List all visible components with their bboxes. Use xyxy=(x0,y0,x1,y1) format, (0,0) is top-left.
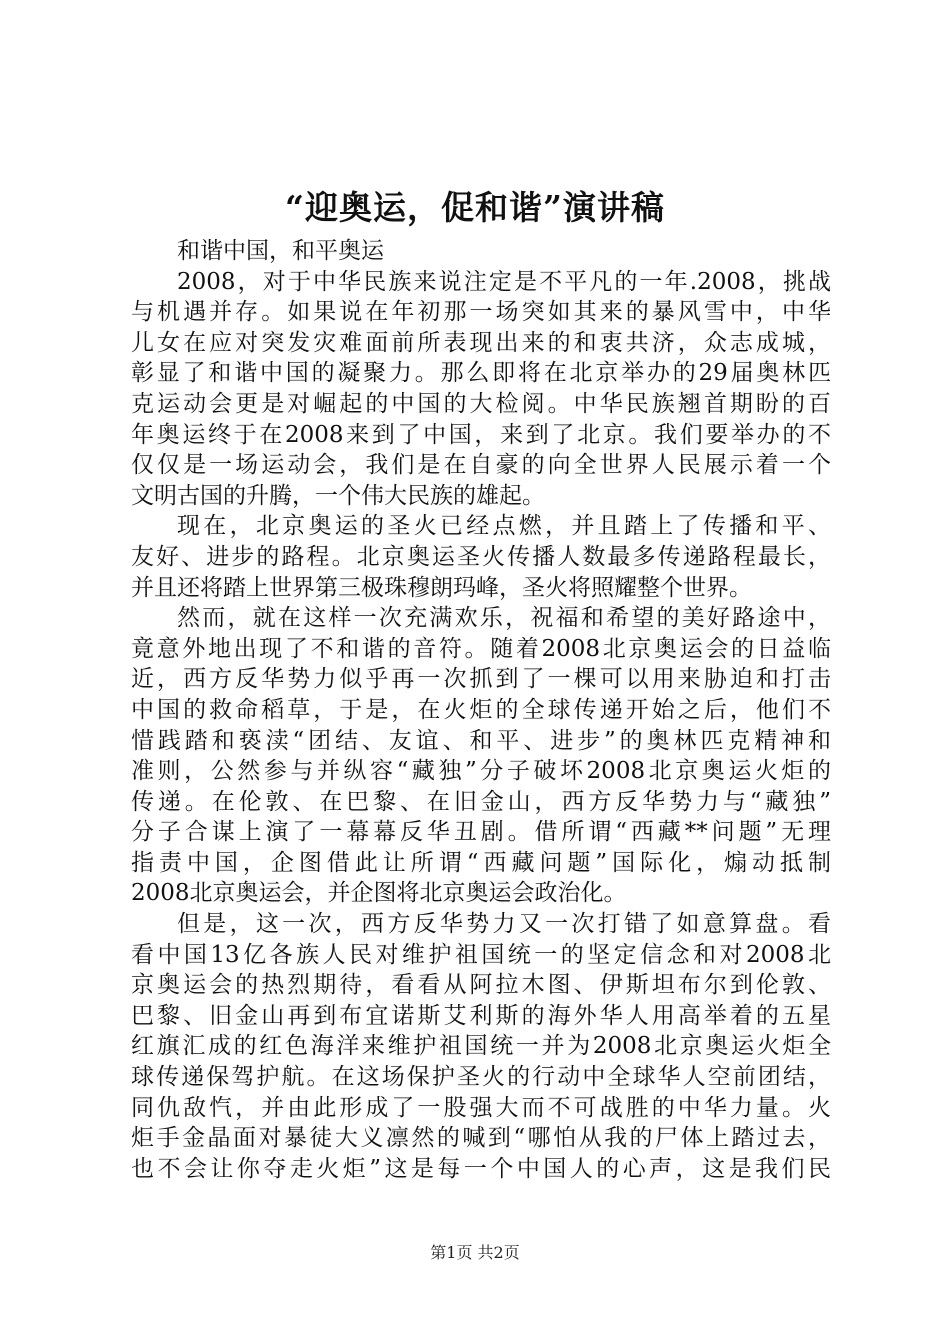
paragraph-4 xyxy=(131,909,831,1184)
paragraph-3 xyxy=(131,603,831,909)
paragraph-line: 然而，就在这样一次充满欢乐，祝福和希望的美好路途中， xyxy=(177,605,831,632)
paragraph-line: 并且还将踏上世界第三极珠穆朗玛峰，圣火将照耀整个世界。 xyxy=(131,574,752,601)
paragraph-line: 指责中国，企图借此让所谓“西藏问题”国际化，煽动抵制 xyxy=(131,849,831,876)
paragraph-line: 中国的救命稻草，于是，在火炬的全球传递开始之后，他们不 xyxy=(131,696,831,723)
paragraph-line: 克运动会更是对崛起的中国的大检阅。中华民族翘首期盼的百 xyxy=(131,390,831,417)
paragraph-line: 惜践踏和亵渎“团结、友谊、和平、进步”的奥林匹克精神和 xyxy=(131,727,831,754)
paragraph-line: 与机遇并存。如果说在年初那一场突如其来的暴风雪中，中华 xyxy=(131,299,831,326)
paragraph-line: 仅仅是一场运动会，我们是在自豪的向全世界人民展示着一个 xyxy=(131,452,831,479)
paragraph-line: 也不会让你夺走火炬”这是每一个中国人的心声，这是我们民 xyxy=(131,1155,831,1182)
paragraph-line: 炬手金晶面对暴徒大义凛然的喊到“哪怕从我的尸体上踏过去， xyxy=(131,1125,831,1152)
paragraph-line: 2008，对于中华民族来说注定是不平凡的一年.2008，挑战 xyxy=(177,268,831,295)
paragraph-line: 看中国13亿各族人民对维护祖国统一的坚定信念和对2008北 xyxy=(131,941,831,968)
paragraph-line: 但是，这一次，西方反华势力又一次打错了如意算盘。看 xyxy=(177,911,831,938)
paragraph-line: 彰显了和谐中国的凝聚力。那么即将在北京举办的29届奥林匹 xyxy=(131,360,831,387)
paragraph-line: 现在，北京奥运的圣火已经点燃，并且踏上了传播和平、 xyxy=(177,513,831,540)
paragraph-line: 友好、进步的路程。北京奥运圣火传播人数最多传递路程最长， xyxy=(131,543,831,570)
paragraph-subtitle xyxy=(131,236,831,267)
paragraph-line: 和谐中国，和平奥运 xyxy=(177,238,384,264)
paragraph-line: 巴黎、旧金山再到布宜诺斯艾利斯的海外华人用高举着的五星 xyxy=(131,1002,831,1029)
document-body xyxy=(131,236,831,1184)
paragraph-line: 文明古国的升腾，一个伟大民族的雄起。 xyxy=(131,482,545,509)
paragraph-line: 竟意外地出现了不和谐的音符。随着2008北京奥运会的日益临 xyxy=(131,635,831,662)
paragraph-line: 传递。在伦敦、在巴黎、在旧金山，西方反华势力与“藏独” xyxy=(131,788,831,815)
paragraph-line: 京奥运会的热烈期待，看看从阿拉木图、伊斯坦布尔到伦敦、 xyxy=(131,972,831,999)
paragraph-line: 准则，公然参与并纵容“藏独”分子破坏2008北京奥运火炬的 xyxy=(131,758,831,785)
paragraph-1 xyxy=(131,267,831,512)
page-footer: 第1页 共2页 xyxy=(430,1243,520,1262)
paragraph-line: 分子合谋上演了一幕幕反华丑剧。借所谓“西藏**问题”无理 xyxy=(131,819,831,846)
document-title: “迎奥运，促和谐”演讲稿 xyxy=(285,188,665,227)
paragraph-line: 年奥运终于在2008来到了中国，来到了北京。我们要举办的不 xyxy=(131,421,831,448)
paragraph-line: 红旗汇成的红色海洋来维护祖国统一并为2008北京奥运火炬全 xyxy=(131,1033,831,1060)
paragraph-line: 近，西方反华势力似乎再一次抓到了一棵可以用来胁迫和打击 xyxy=(131,666,831,693)
paragraph-line: 2008北京奥运会，并企图将北京奥运会政治化。 xyxy=(131,880,627,907)
paragraph-line: 儿女在应对突发灾难面前所表现出来的和衷共济，众志成城， xyxy=(131,329,831,356)
paragraph-line: 同仇敌忾，并由此形成了一股强大而不可战胜的中华力量。火 xyxy=(131,1094,831,1121)
paragraph-2 xyxy=(131,511,831,603)
paragraph-line: 球传递保驾护航。在这场保护圣火的行动中全球华人空前团结， xyxy=(131,1064,831,1091)
